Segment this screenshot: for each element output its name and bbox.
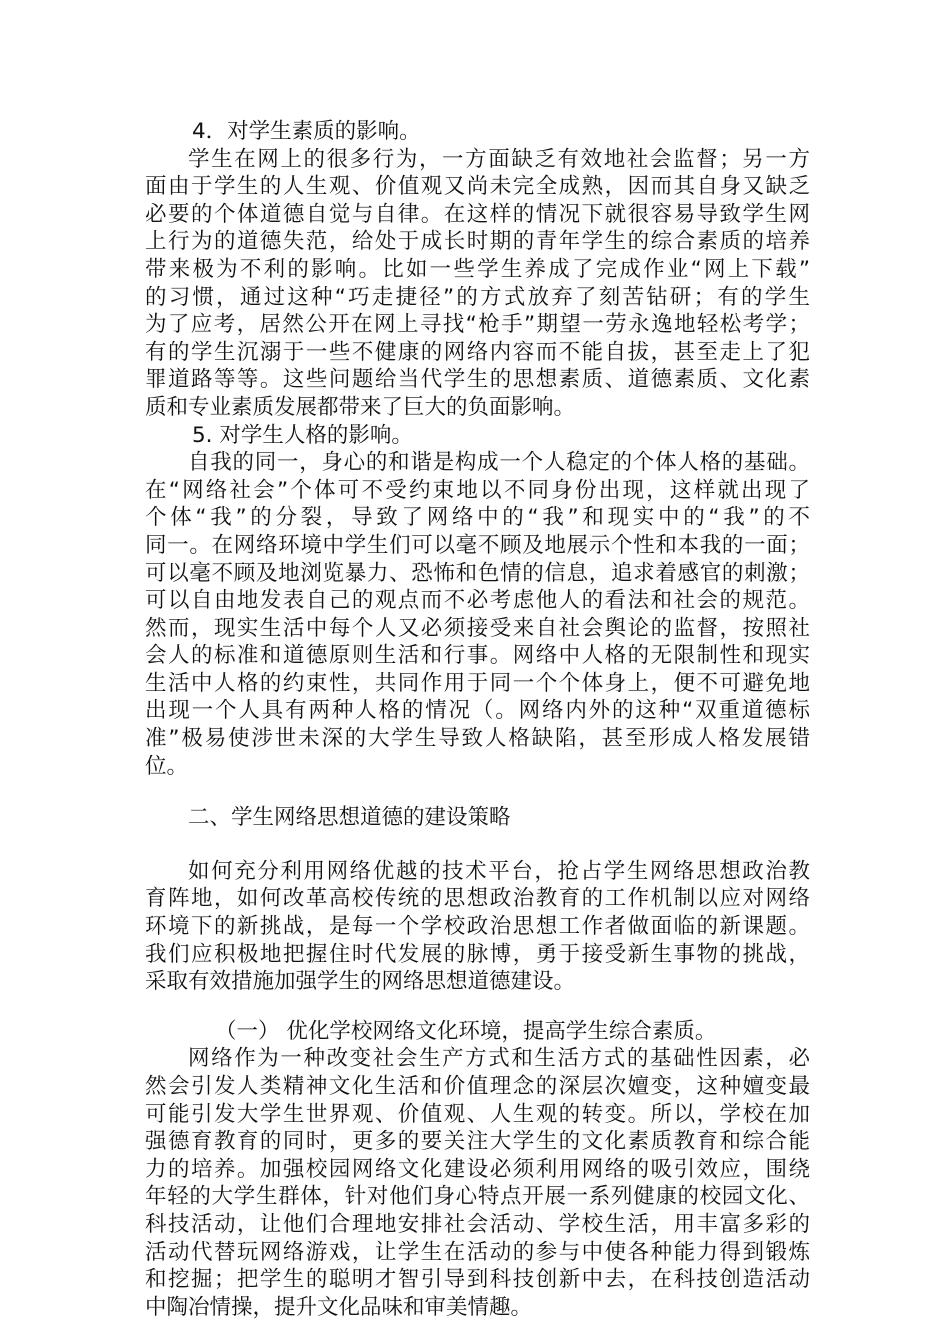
section-5-heading: 5. 对学生人格的影响。 (192, 422, 413, 448)
paragraph-line: 网络作为一种改变社会生产方式和生活方式的基础性因素，必 (188, 1046, 810, 1072)
paragraph-line: 上行为的道德失范，给处于成长时期的青年学生的综合素质的培养 (145, 229, 810, 255)
paragraph-line: 活动代替玩网络游戏，让学生在活动的参与中使各种能力得到锻炼 (145, 1239, 810, 1265)
paragraph-line: 会人的标准和道德原则生活和行事。网络中人格的无限制性和现实 (145, 643, 810, 669)
paragraph-line: 科技活动，让他们合理地安排社会活动、学校生活，用丰富多彩的 (145, 1211, 810, 1237)
section-5-body (145, 449, 810, 780)
paragraph-line: 生活中人格的约束性，共同作用于同一个个体身上，便不可避免地 (145, 670, 810, 696)
paragraph-line: 的习惯，通过这种“巧走捷径”的方式放弃了刻苦钻研；有的学生 (145, 284, 810, 310)
document-page (145, 118, 810, 1321)
paragraph-line: 面由于学生的人生观、价值观又尚未完全成熟，因而其自身又缺乏 (145, 174, 810, 200)
paragraph-line: 位。 (145, 753, 189, 779)
section-4-heading: 4．对学生素质的影响。 (192, 119, 421, 144)
paragraph-line: 然而，现实生活中每个人又必须接受来自社会舆论的监督，按照社 (145, 615, 810, 641)
paragraph-line: 强德育教育的同时，更多的要关注大学生的文化素质教育和综合能 (145, 1129, 810, 1155)
paragraph-line: 准”极易使涉世未深的大学生导致人格缺陷，甚至形成人格发展错 (145, 726, 810, 752)
paragraph-line: 可以毫不顾及地浏览暴力、恐怖和色情的信息，追求着感官的刺激； (145, 560, 810, 586)
paragraph-line: 自我的同一，身心的和谐是构成一个人稳定的个体人格的基础。 (188, 450, 810, 476)
paragraph-line: 有的学生沉溺于一些不健康的网络内容而不能自拔，甚至走上了犯 (145, 339, 810, 365)
part-2-body (145, 858, 810, 996)
paragraph-line: 力的培养。加强校园网络文化建设必须利用网络的吸引效应，围绕 (145, 1156, 810, 1182)
paragraph-line: 可能引发大学生世界观、价值观、人生观的转变。所以，学校在加 (145, 1101, 810, 1127)
paragraph-line: 可以自由地发表自己的观点而不必考虑他人的看法和社会的规范。 (145, 588, 810, 614)
paragraph-line: 我们应积极地把握住时代发展的脉博，勇于接受新生事物的挑战， (145, 941, 810, 967)
spacer (145, 832, 810, 858)
paragraph-line: 罪道路等等。这些问题给当代学生的思想素质、道德素质、文化素 (145, 367, 810, 393)
paragraph-line: 和挖掘；把学生的聪明才智引导到科技创新中去，在科技创造活动 (145, 1267, 810, 1293)
paragraph-line: 个体“我”的分裂，导致了网络中的“我”和现实中的“我”的不 (145, 505, 810, 531)
paragraph-line: 采取有效措施加强学生的网络思想道德建设。 (145, 969, 576, 995)
spacer (145, 780, 810, 804)
paragraph-line: 带来极为不利的影响。比如一些学生养成了完成作业“网上下载” (145, 256, 810, 282)
paragraph-line: 在“网络社会”个体可不受约束地以不同身份出现，这样就出现了 (145, 477, 810, 503)
paragraph-line: 必要的个体道德自觉与自律。在这样的情况下就很容易导致学生网 (145, 201, 810, 227)
paragraph-line: 年轻的大学生群体，针对他们身心特点开展一系列健康的校园文化、 (145, 1184, 810, 1210)
paragraph-line: 为了应考，居然公开在网上寻找“枪手”期望一劳永逸地轻松考学； (145, 312, 810, 338)
paragraph-line: 质和专业素质发展都带来了巨大的负面影响。 (145, 394, 576, 420)
section-4-body (145, 146, 810, 422)
subsection-1-heading: （一） 优化学校网络文化环境，提高学生综合素质。 (215, 1018, 717, 1044)
paragraph-line: 如何充分利用网络优越的技术平台，抢占学生网络思想政治教 (188, 858, 810, 884)
subsection-1-body (145, 1045, 810, 1321)
paragraph-line: 育阵地，如何改革高校传统的思想政治教育的工作机制以应对网络 (145, 886, 810, 912)
spacer (145, 996, 810, 1018)
paragraph-line: 出现一个人具有两种人格的情况（。网络内外的这种“双重道德标 (145, 698, 810, 724)
paragraph-line: 学生在网上的很多行为，一方面缺乏有效地社会监督；另一方 (188, 146, 810, 172)
paragraph-line: 环境下的新挑战，是每一个学校政治思想工作者做面临的新课题。 (145, 914, 810, 940)
paragraph-line: 同一。在网络环境中学生们可以毫不顾及地展示个性和本我的一面； (145, 532, 810, 558)
paragraph-line: 中陶冶情操，提升文化品味和审美情趣。 (145, 1294, 533, 1320)
part-2-heading: 二、学生网络思想道德的建设策略 (188, 805, 511, 831)
paragraph-line: 然会引发人类精神文化生活和价值理念的深层次嬗变，这种嬗变最 (145, 1074, 810, 1099)
